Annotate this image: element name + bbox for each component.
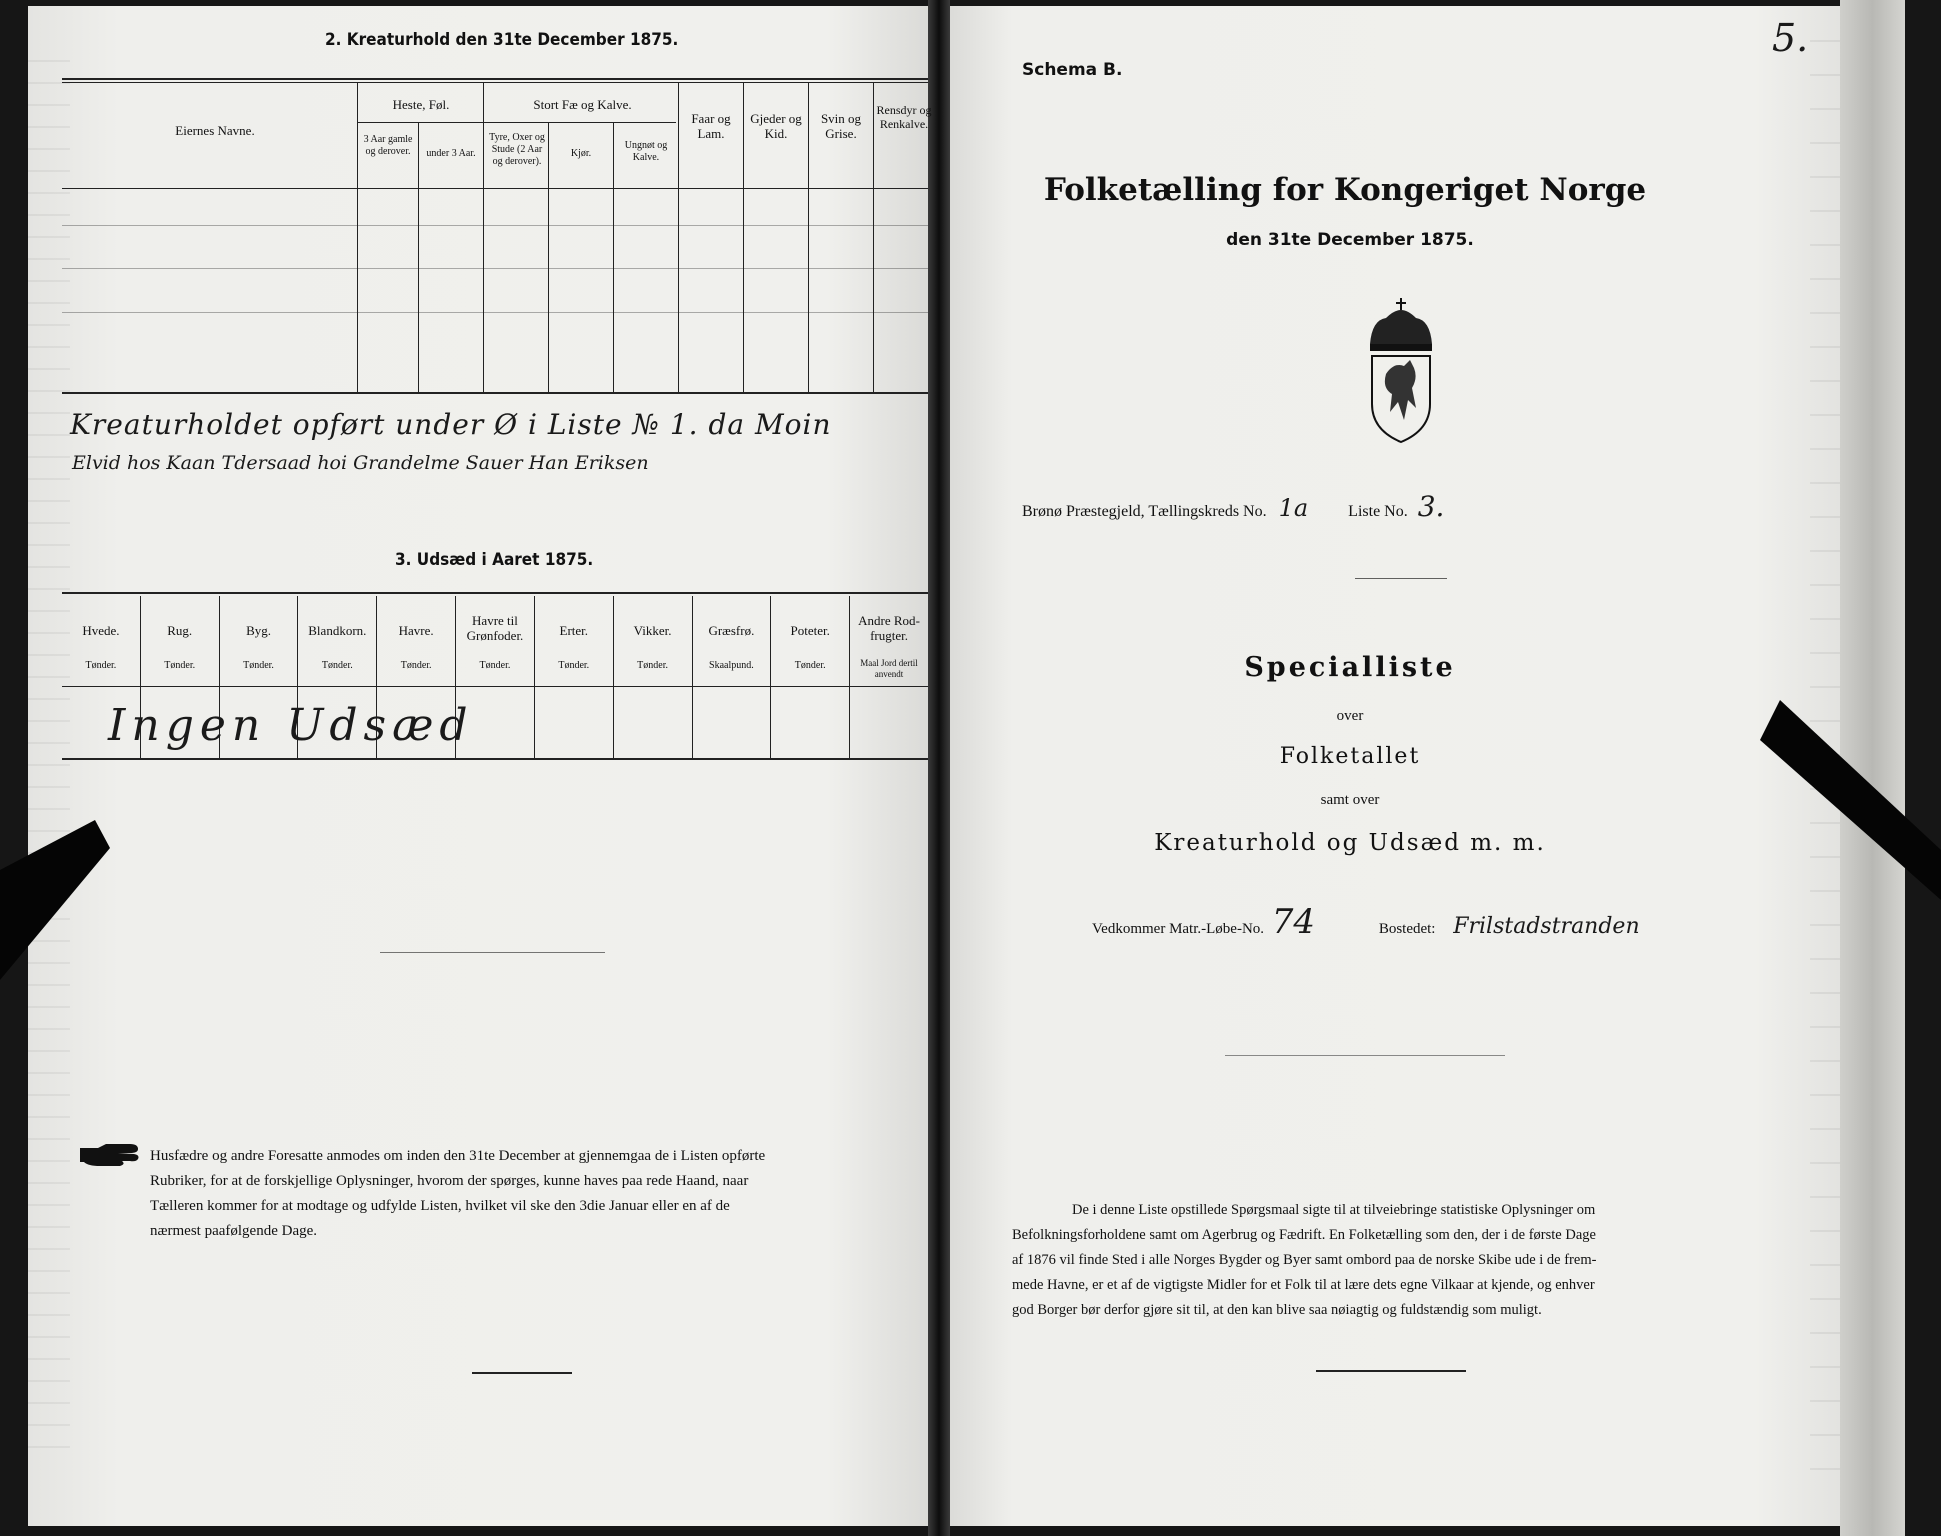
table-col-rule [483, 82, 484, 392]
table-rule [62, 188, 928, 189]
udsaed-col-unit: Tønder. [85, 660, 117, 671]
bleed-through [28, 60, 70, 1460]
table-rule [62, 268, 928, 269]
footer-line: Befolkningsforholdene samt om Agerbrug og Fædrift. En Folketælling som den, der i de første Dage [1012, 1227, 1596, 1243]
table-rule [62, 312, 928, 313]
udsaed-col-unit: Tønder. [637, 660, 668, 671]
udsaed-col-label: Andre Rodfrugter. [858, 613, 920, 643]
matr-label: Vedkommer Matr.-Løbe-No. [1092, 921, 1265, 937]
table-col-rule [357, 82, 358, 392]
table-col-rule [678, 82, 679, 392]
udsaed-col-unit: Tønder. [164, 660, 196, 671]
scan-marker-left [0, 820, 110, 980]
divider-rule [1355, 578, 1447, 579]
handwritten-note-line2: Elvid hos Kaan Tdersaad hoi Grandelme Sauer Han Eriksen [72, 452, 649, 474]
udsaed-col [850, 596, 928, 758]
udsaed-col-label: Havre til Grønfoder. [466, 613, 524, 643]
matr-number: 74 [1271, 902, 1316, 942]
udsaed-col-label: Blandkorn. [308, 623, 367, 638]
udsaed-col-label: Rug. [167, 623, 193, 638]
table-col-rule [548, 122, 549, 392]
liste-label: Liste No. [1348, 503, 1408, 520]
footer-line: af 1876 vil finde Sted i alle Norges Bygder og Byer samt ombord paa de norske Skibe ude i de frem- [1012, 1252, 1597, 1268]
section2-title: 2. Kreaturhold den 31te December 1875. [325, 30, 679, 50]
table-rule [62, 592, 928, 594]
udsaed-col-unit: Skaalpund. [709, 660, 754, 671]
page-number: 5. [1772, 16, 1809, 60]
table-rule [62, 225, 928, 226]
prestegjeld-label: Brønø Præstegjeld, Tællingskreds No. [1022, 503, 1267, 520]
divider-rule [1316, 1370, 1466, 1372]
bostedet-label: Bostedet: [1378, 921, 1436, 937]
header-svin: Svin og Grise. [820, 111, 862, 141]
footer-text [1012, 1198, 1822, 1323]
footer-line: god Borger bør derfor gjøre sit til, at den kan blive saa nøiagtig og fuldstændig som muligt. [1012, 1302, 1542, 1318]
header-gjeder: Gjeder og Kid. [750, 111, 802, 141]
bostedet-value: Frilstadstranden [1453, 914, 1640, 939]
udsaed-col [693, 596, 772, 758]
table-col-rule [873, 82, 874, 392]
udsaed-col-unit: Tønder. [479, 660, 511, 671]
header-stort-fae: Stort Fæ og Kalve. [533, 97, 632, 112]
table-rule [486, 122, 676, 123]
udsaed-col-unit: Tønder. [558, 660, 590, 671]
table-col-rule [613, 122, 614, 392]
notice-text [150, 1144, 920, 1244]
subtitle-date: den 31te December 1875. [1226, 230, 1474, 250]
liste-number: 3. [1417, 490, 1445, 523]
handwritten-note-line1: Kreaturholdet opført under Ø i Liste № 1. da Moin [70, 408, 832, 441]
notice-line: Rubriker, for at de forskjellige Oplysninger, hvorom der spørges, kunne haves paa rede Haand, naar [150, 1173, 749, 1189]
header-heste: Heste, Føl. [392, 97, 450, 112]
udsaed-col-label: Erter. [559, 623, 589, 638]
udsaed-col-label: Hvede. [82, 623, 120, 638]
divider-rule [380, 952, 605, 953]
pointing-hand-icon [78, 1142, 142, 1168]
header-kjor: Kjør. [570, 148, 592, 159]
scan-marker-right [1760, 700, 1941, 900]
folketallet-text: Folketallet [1279, 744, 1421, 769]
kreaturhold-text: Kreaturhold og Udsæd m. m. [1154, 830, 1546, 856]
table-rule [62, 82, 928, 83]
header-ungnot: Ungnøt og Kalve. [624, 140, 668, 163]
udsaed-col-unit: Tønder. [400, 660, 432, 671]
main-title: Folketælling for Kongeriget Norge [1043, 172, 1647, 208]
handwritten-udsaed-entry: Ingen Udsæd [108, 700, 474, 751]
divider-rule [1225, 1055, 1505, 1056]
header-rensdyr: Rensdyr og Renkalve. [876, 103, 932, 131]
divider-rule [472, 1372, 572, 1374]
header-heste-young: under 3 Aar. [426, 148, 476, 159]
udsaed-col-unit: Tønder. [794, 660, 826, 671]
udsaed-col [535, 596, 614, 758]
kreds-number: 1a [1278, 494, 1309, 522]
udsaed-col-label: Byg. [246, 623, 271, 638]
udsaed-col [771, 596, 850, 758]
udsaed-col-label: Græsfrø. [708, 623, 755, 638]
table-col-rule [743, 82, 744, 392]
udsaed-col-unit: Tønder. [321, 660, 353, 671]
udsaed-col [614, 596, 693, 758]
udsaed-col-label: Vikker. [633, 623, 672, 638]
matr-line [1092, 902, 1640, 942]
footer-line: De i denne Liste opstillede Spørgsmaal sigte til at tilveiebringe statistiske Oplysninger om [1072, 1202, 1596, 1218]
prestegjeld-line [1022, 490, 1444, 523]
coat-of-arms-icon [1364, 296, 1438, 446]
specialliste-title: Specialliste [1244, 652, 1456, 683]
udsaed-col-unit: Maal Jord dertil anvendt [860, 658, 918, 679]
header-heste-old: 3 Aar gamle og derover. [363, 134, 413, 157]
left-page [28, 6, 936, 1526]
over-text: over [1336, 708, 1364, 724]
header-owner-names: Eiernes Navne. [175, 123, 255, 138]
table-col-rule [418, 122, 419, 392]
footer-line: mede Havne, er et af de vigtigste Midler for et Folk til at lære dets egne Vilkaar at kjende, og enhver [1012, 1277, 1595, 1293]
udsaed-col-unit: Tønder. [243, 660, 274, 671]
schema-label: Schema B. [1022, 60, 1123, 80]
header-tyre: Tyre, Oxer og Stude (2 Aar og derover). [489, 132, 545, 167]
table-rule [62, 78, 928, 80]
notice-line: nærmest paafølgende Dage. [150, 1223, 318, 1239]
notice-line: Tælleren kommer for at modtage og udfylde Listen, hvilket vil ske den 3die Januar eller en af de [150, 1198, 730, 1214]
samt-over-text: samt over [1320, 792, 1380, 808]
table-rule [62, 758, 928, 760]
table-rule [62, 392, 928, 394]
udsaed-col-label: Poteter. [790, 623, 830, 638]
udsaed-col-label: Havre. [398, 623, 434, 638]
table-col-rule [808, 82, 809, 392]
header-faar: Faar og Lam. [691, 111, 731, 141]
notice-line: Husfædre og andre Foresatte anmodes om inden den 31te December at gjennemgaa de i Listen opførte [150, 1148, 766, 1164]
book-gutter [928, 0, 950, 1536]
section3-title: 3. Udsæd i Aaret 1875. [395, 550, 594, 570]
